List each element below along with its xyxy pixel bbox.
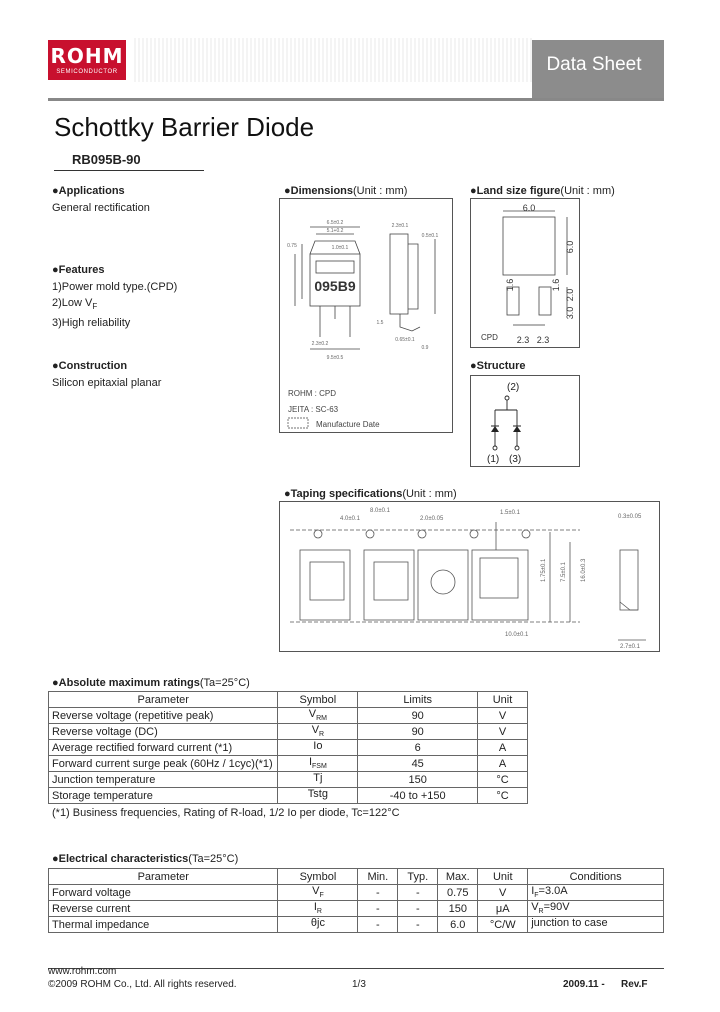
dim-label: 5.1+0.2: [326, 228, 344, 234]
pin3-label: (3): [509, 454, 522, 465]
symbol-text: V: [312, 885, 320, 898]
applications-body: [52, 200, 150, 216]
footer-date: 2009.11 -: [563, 979, 605, 990]
symbol-text: I: [313, 901, 317, 914]
features-item: 1)Power mold type.(CPD): [52, 281, 178, 293]
limit-cell: 150: [358, 772, 478, 788]
table-row: [49, 756, 528, 772]
symbol-text: V: [308, 708, 317, 721]
dim-label: 2.3±0.2: [311, 341, 329, 347]
construction-body: [52, 375, 161, 391]
dimensions-heading: ●Dimensions(Unit : mm): [284, 185, 408, 197]
symbol-sub: FSM: [312, 763, 327, 771]
unit-cell: V: [478, 885, 528, 901]
symbol-text: Tj: [313, 772, 323, 785]
table-row: [49, 724, 528, 740]
param-cell: Reverse current: [49, 901, 278, 917]
doc-type-label: Data Sheet: [546, 54, 642, 75]
logo-text: ROHM: [50, 44, 124, 68]
symbol-sub: R: [319, 731, 325, 739]
param-cell: Average rectified forward current (*1): [49, 740, 278, 756]
col-header: Max.: [438, 869, 478, 885]
symbol-cell: [278, 885, 358, 901]
logo-subtext: SEMICONDUCTOR: [56, 69, 118, 75]
features-sub: F: [92, 302, 98, 312]
symbol-cell: [278, 724, 358, 740]
land-height: 6.0: [565, 240, 575, 254]
footer-revision: Rev.F: [621, 979, 648, 990]
param-cell: Storage temperature: [49, 788, 278, 804]
param-cell: Forward voltage: [49, 885, 278, 901]
col-header: Conditions: [528, 869, 664, 885]
applications-heading: ●Applications: [52, 185, 125, 197]
param-cell: Junction temperature: [49, 772, 278, 788]
min-cell: -: [358, 917, 398, 933]
unit-cell: A: [478, 756, 528, 772]
elec-heading-text: Electrical characteristics: [58, 853, 189, 865]
elec-table: [48, 868, 664, 933]
page-number: 1/3: [352, 979, 366, 990]
col-header: Min.: [358, 869, 398, 885]
symbol-sub: F: [319, 892, 324, 900]
taping-heading-text: Taping specifications: [290, 488, 403, 500]
taping-box: [279, 501, 660, 652]
land-size-heading: ●Land size figure(Unit : mm): [470, 185, 615, 197]
taping-drawing: [280, 502, 659, 651]
param-cell: Forward current surge peak (60Hz / 1cyc)(*1): [49, 756, 278, 772]
tape-dim: 1.75±0.1: [541, 558, 547, 582]
condition-sub: F: [534, 892, 539, 900]
tape-dim: 10.0±0.1: [505, 632, 529, 638]
limit-cell: -40 to +150: [358, 788, 478, 804]
unit-cell: °C/W: [478, 917, 528, 933]
footer-url[interactable]: www.rohm.com: [48, 966, 117, 977]
package-marking: 095B9: [314, 278, 356, 294]
unit-cell: A: [478, 740, 528, 756]
footer-copyright: ©2009 ROHM Co., Ltd. All rights reserved.: [48, 979, 237, 990]
unit-cell: V: [478, 724, 528, 740]
land-pitch1: 2.3: [516, 335, 530, 345]
col-header: Parameter: [49, 869, 278, 885]
manufacture-date-label: Manufacture Date: [316, 420, 380, 429]
unit-cell: V: [478, 708, 528, 724]
table-row: [49, 917, 664, 933]
tape-dim: 16.0±0.3: [581, 558, 587, 582]
part-number: RB095B-90: [72, 152, 141, 167]
abs-max-condition: (Ta=25°C): [199, 677, 250, 689]
land-pad-h2: 3.0: [565, 306, 575, 320]
construction-item: Silicon epitaxial planar: [52, 377, 162, 389]
structure-heading-text: Structure: [476, 360, 526, 372]
col-header: Unit: [478, 692, 528, 708]
footer-rule: [48, 968, 664, 969]
col-header: Symbol: [278, 692, 358, 708]
symbol-cell: [278, 740, 358, 756]
pin1-label: (1): [487, 454, 500, 465]
param-cell: Reverse voltage (repetitive peak): [49, 708, 278, 724]
abs-max-heading-text: Absolute maximum ratings: [58, 677, 200, 689]
land-pitch2: 2.3: [536, 335, 550, 345]
land-package-label: CPD: [481, 333, 498, 342]
land-width: 6.0: [522, 203, 536, 213]
dimensions-unit: (Unit : mm): [353, 185, 408, 197]
structure-box: [470, 375, 580, 467]
applications-item: General rectification: [52, 202, 150, 214]
typ-cell: -: [398, 885, 438, 901]
features-body: [52, 279, 177, 331]
symbol-sub: R: [316, 908, 322, 916]
structure-diagram: [471, 376, 579, 466]
features-item: [52, 295, 177, 315]
col-header: Typ.: [398, 869, 438, 885]
symbol-cell: [278, 788, 358, 804]
condition-rest: =3.0A: [538, 885, 568, 898]
table-header-row: [49, 869, 664, 885]
land-pad-h1: 2.0: [565, 288, 575, 302]
dim-label: 1.0±0.1: [331, 245, 349, 251]
symbol-sub: RM: [316, 715, 327, 723]
condition-sub: R: [538, 908, 544, 916]
limit-cell: 6: [358, 740, 478, 756]
elec-condition: (Ta=25°C): [188, 853, 239, 865]
features-heading: ●Features: [52, 264, 105, 276]
page-title: Schottky Barrier Diode: [54, 112, 315, 142]
tape-dim: 7.5±0.1: [561, 562, 567, 582]
condition-cell: [528, 901, 664, 917]
condition-cell: [528, 917, 664, 933]
limit-cell: 45: [358, 756, 478, 772]
tape-dim: 1.5±0.1: [500, 510, 520, 516]
min-cell: -: [358, 901, 398, 917]
jeita-package: JEITA : SC-63: [288, 405, 339, 414]
col-header: Limits: [358, 692, 478, 708]
structure-heading: ●Structure: [470, 360, 526, 372]
features-item-text: 2)Low V: [52, 297, 93, 309]
table-row: [49, 788, 528, 804]
table-row: [49, 772, 528, 788]
taping-unit: (Unit : mm): [402, 488, 457, 500]
land-pad-width: 1.6: [505, 278, 515, 292]
land-size-unit: (Unit : mm): [560, 185, 615, 197]
param-cell: Thermal impedance: [49, 917, 278, 933]
land-size-heading-text: Land size figure: [476, 185, 561, 197]
part-underline: [54, 170, 204, 171]
elec-heading: ●Electrical characteristics(Ta=25°C): [52, 853, 239, 865]
symbol-text: I: [308, 756, 313, 769]
max-cell: 150: [438, 901, 478, 917]
tape-dim: 2.7±0.1: [620, 644, 640, 650]
unit-cell: μA: [478, 901, 528, 917]
symbol-cell: [278, 917, 358, 933]
col-header: Unit: [478, 869, 528, 885]
rohm-package: ROHM : CPD: [288, 389, 336, 398]
col-header: Symbol: [278, 869, 358, 885]
symbol-cell: [278, 756, 358, 772]
rohm-logo: [48, 40, 126, 80]
pin2-label: (2): [507, 382, 520, 393]
tape-dim: 2.0±0.05: [420, 516, 444, 522]
tape-dim: 0.3±0.05: [618, 514, 642, 520]
construction-heading: ●Construction: [52, 360, 128, 372]
limit-cell: 90: [358, 708, 478, 724]
condition-rest: =90V: [543, 901, 570, 914]
condition-text: junction to case: [531, 917, 608, 930]
abs-max-note: (*1) Business frequencies, Rating of R-load, 1/2 Io per diode, Tc=122°C: [52, 807, 400, 819]
dim-label: 1.5: [376, 320, 384, 326]
typ-cell: -: [398, 917, 438, 933]
symbol-cell: [278, 772, 358, 788]
abs-max-table: [48, 691, 528, 804]
param-cell: Reverse voltage (DC): [49, 724, 278, 740]
table-row: [49, 901, 664, 917]
dim-label: 0.9: [421, 345, 429, 351]
table-row: [49, 740, 528, 756]
land-size-drawing: [471, 199, 579, 347]
symbol-cell: [278, 901, 358, 917]
dim-label: 2.3±0.1: [391, 223, 409, 229]
typ-cell: -: [398, 901, 438, 917]
condition-cell: [528, 885, 664, 901]
dim-label: 0.65±0.1: [395, 337, 415, 343]
dim-label: 6.5±0.2: [326, 220, 344, 226]
applications-heading-text: Applications: [58, 185, 125, 197]
abs-max-heading: ●Absolute maximum ratings(Ta=25°C): [52, 677, 250, 689]
dimensions-box: [279, 198, 453, 433]
max-cell: 0.75: [438, 885, 478, 901]
tape-dim: 8.0±0.1: [370, 508, 390, 514]
dimensions-drawing: [280, 199, 452, 432]
symbol-text: Tstg: [307, 788, 328, 801]
col-header: Parameter: [49, 692, 278, 708]
features-item: 3)High reliability: [52, 317, 131, 330]
table-header-row: [49, 692, 528, 708]
features-heading-text: Features: [58, 264, 105, 276]
min-cell: -: [358, 885, 398, 901]
condition-text: I: [531, 885, 535, 898]
limit-cell: 90: [358, 724, 478, 740]
symbol-cell: [278, 708, 358, 724]
unit-cell: °C: [478, 788, 528, 804]
taping-heading: ●Taping specifications(Unit : mm): [284, 488, 457, 500]
tape-dim: 4.0±0.1: [340, 516, 360, 522]
symbol-text: Io: [313, 740, 323, 753]
unit-cell: °C: [478, 772, 528, 788]
dim-label: 9.5±0.5: [326, 355, 344, 361]
header-band: [132, 38, 532, 82]
dim-label: 0.75: [287, 243, 297, 249]
dimensions-heading-text: Dimensions: [290, 185, 354, 197]
dim-label: 0.5±0.1: [421, 233, 439, 239]
header-rule: [48, 98, 664, 101]
condition-text: V: [531, 901, 539, 914]
symbol-text: V: [311, 724, 320, 737]
max-cell: 6.0: [438, 917, 478, 933]
table-row: [49, 708, 528, 724]
land-size-box: [470, 198, 580, 348]
land-pad-width-right: 1.6: [551, 278, 561, 292]
construction-heading-text: Construction: [58, 360, 128, 372]
table-row: [49, 885, 664, 901]
symbol-text: θjc: [310, 917, 325, 930]
